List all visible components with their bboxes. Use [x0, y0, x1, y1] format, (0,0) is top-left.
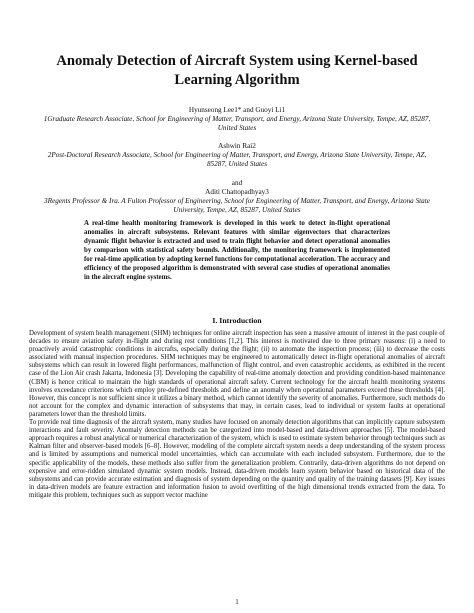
author-line-1: Hyunseong Lee1* and Guoyi Li1	[188, 106, 286, 114]
affiliation-2: 2Post-Doctoral Research Associate, School for Engineering of Matter, Transport, and Energy, Arizona State University, Tempe, AZ, 85287, United States	[47, 151, 427, 169]
section-heading-introduction: I. Introduction	[212, 316, 262, 325]
affiliation-1: 1Graduate Research Associate, School for Engineering of Matter, Transport, and Energy, Arizona State University, Tempe, AZ, 85287, United States	[43, 115, 431, 133]
author-line-3: Aditi Chattopadhyay3	[205, 188, 269, 196]
affiliation-3: 3Regents Professor & Ira. A Fulton Professor of Engineering, School for Engineering of Matter, Transport, and Energy, Arizona State University, Tempe, AZ, 85287, United States	[44, 197, 430, 215]
page-number: 1	[235, 598, 239, 606]
abstract: A real-time health monitoring framework is developed in this work to detect in-flight operational anomalies in aircraft subsystems. Relevant features with similar eigenvectors that characterizes dynamic flight behavior is extracted and used to train flight behavior and detect operational anomalies by comparison with statistical safety bounds. Additionally, the monitoring framework is implemented for real-time application by adopting kernel functions for computational acceleration. The accuracy and efficiency of the proposed algorithm is demonstrated with several case studies of operational anomalies in the aircraft engine systems.	[84, 220, 390, 281]
paper-title: Anomaly Detection of Aircraft System using Kernel-based Learning Algorithm	[56, 53, 418, 88]
paragraph-1: Development of system health management (SHM) techniques for online aircraft inspection has seen a massive amount of interest in the past couple of decades to ensure aviation safety in-flight and during rest conditions [1,2]. This interest is motivated due to three primary reasons: (i) a need to proactively avoid catastrophic conditions in aircrafts, especially during the flight; (ii) to automate the inspection process; (iii) to decrease the costs associated with manual inspection procedures. SHM techniques may be engineered to automatically detect in-flight operational anomalies of aircraft subsystems which can result in lowered flight performances, malfunction of flight control, and even catastrophic accidents, as exhibited in the recent case of the Lion Air crash Jakarta, Indonesia [3]. Developing the capability of real-time anomaly detection and providing condition-based maintenance (CBM) is hence critical to maintain the high standards of operational aircraft safety. Current technology for the aircraft health monitoring systems involves exceedance criterions which employ pre-defined thresholds and define an anomaly when operational parameters exceed these thresholds [4]. However, this concept is not sufficient since it utilizes a binary method, which cannot identify the severity of anomalies. Furthermore, such methods do not account for the complex and dynamic interaction of subsystems that may, in certain cases, lead to individual or system faults at operational parameters lower than the threshold limits.	[29, 330, 445, 418]
body-text	[29, 330, 445, 500]
paragraph-2: To provide real time diagnosis of the aircraft system, many studies have focused on anomaly detection algorithms that can implicitly capture subsystem interactions and fault severity. Anomaly detection methods can be categorized into model-based and data-driven approaches [5]. The model-based approach requires a robust analytical or numerical characterization of the system, which is used to estimate system behavior through techniques such as Kalman filter and observer-based models [6–8]. However, modeling of the complete aircraft system needs a deep understanding of the system process and is limited by assumptions and numerical model uncertainties, which can accumulate with each included subsystem. Furthermore, due to the specific applicability of the models, these methods also suffer from the generalization problem. Contrarily, data-driven algorithms do not depend on expensive and error-ridden simulated dynamic system models. Instead, data-driven models learn system behavior based on historical data of the subsystems and can provide accurate estimation and diagnosis of system depending on the quantity and quality of the training datasets [9]. Key issues in data-driven models are feature extraction and information fusion to avoid overfitting of the high dimensional trends extracted from the data. To mitigate this problem, techniques such as support vector machine	[29, 419, 445, 499]
author-connector: and	[231, 179, 243, 187]
author-line-2: Ashwin Rai2	[218, 142, 256, 150]
